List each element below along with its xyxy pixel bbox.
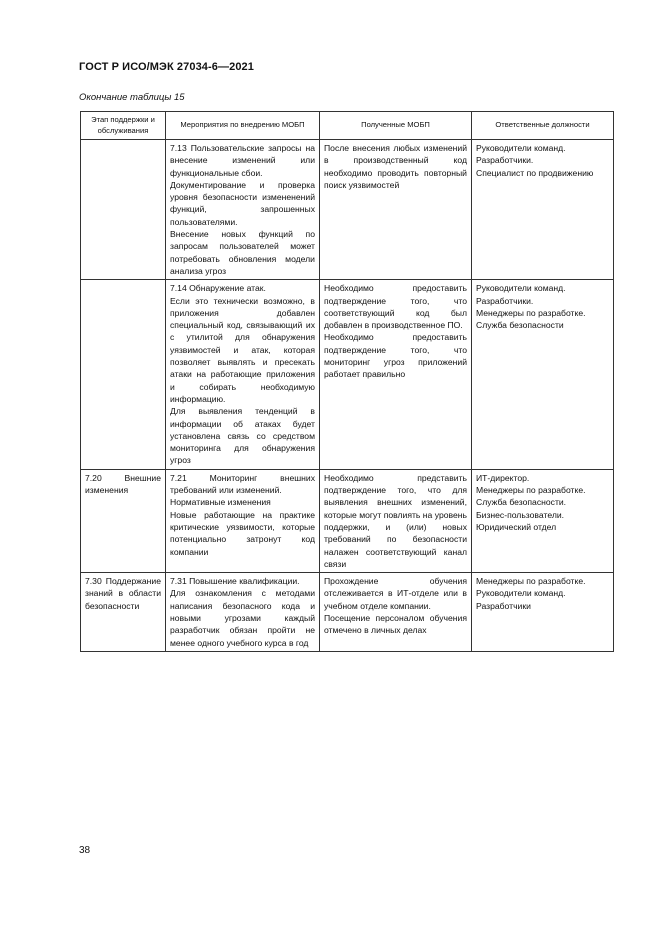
role-text: Бизнес-пользователи. [476,509,565,520]
column-header-stage: Этап поддержки и обслуживания [81,112,166,140]
table-header-row [81,112,614,140]
activity-text: Для выявления тенденций в информации об атаках будет установлена связь со средством мониторинга для обнаружения угроз [170,406,315,466]
role-text: Менеджеры по разработке. [476,576,586,587]
table-row [81,140,614,280]
stage-cell: 7.30 Поддержание знаний в области безопасности [81,573,166,652]
table-row [81,469,614,572]
results-cell [320,140,472,280]
results-cell [320,469,472,572]
result-text: После внесения любых изменений в производственный код необходимо проводить повторный поиск уязвимостей [324,143,467,190]
role-text: Разработчики. [476,295,534,306]
role-text: Разработчики [476,600,531,611]
result-text: Необходимо предоставить подтверждение того, что мониторинг угроз приложений работает правильно [324,332,467,380]
role-text: Руководители команд. [476,283,566,294]
results-cell [320,280,472,469]
page-number: 38 [79,845,91,856]
roles-cell [472,469,614,572]
activities-cell [166,280,320,469]
column-header-roles: Ответственные должности [472,112,614,140]
table-15 [80,111,614,652]
activity-text: 7.31 Повышение квалификации. [170,576,300,587]
activity-text: Новые работающие на практике критические уязвимости, которые потенциально затронут код компании [170,509,315,557]
table-caption: Окончание таблицы 15 [79,92,185,103]
activity-text: Нормативные изменения [170,497,271,508]
role-text: Служба безопасности [476,320,564,331]
column-header-results: Полученные МОБП [320,112,472,140]
role-text: Специалист по продвижению [476,167,594,178]
activities-cell [166,140,320,280]
result-text: Необходимо представить подтверждение того, что для выявления внешних изменений, которые могут повлиять на уровень поддержки, и (или) новых требований по безопасности налажен соответствующий канал связи [324,472,467,569]
role-text: Разработчики. [476,155,534,166]
stage-cell [81,280,166,469]
roles-cell [472,573,614,652]
role-text: Руководители команд. [476,143,566,153]
role-text: Юридический отдел [476,521,557,532]
activities-cell [166,469,320,572]
stage-cell: 7.20 Внешние изменения [81,469,166,572]
role-text: ИТ-директор. [476,472,530,483]
role-text: Руководители команд. [476,588,566,599]
roles-cell [472,280,614,469]
activity-text: 7.21 Мониторинг внешних требований или изменений. [170,472,315,496]
table-row [81,280,614,469]
activity-text: Внесение новых функций по запросам пользователей может потребовать обновления модели анализа угроз [170,229,315,276]
stage-cell [81,140,166,280]
results-cell [320,573,472,652]
column-header-activities: Мероприятия по внедрению МОБП [166,112,320,140]
document-header: ГОСТ Р ИСО/МЭК 27034-6—2021 [79,61,254,73]
activity-text: 7.13 Пользовательские запросы на внесение изменений или функциональные сбои. [170,143,315,178]
result-text: Посещение персоналом обучения отмечено в личных делах [324,612,467,636]
activity-text: Документирование и проверка уровня безопасности измененений функций, запрошенных пользователями. [170,179,315,227]
table-row [81,573,614,652]
roles-cell [472,140,614,280]
role-text: Менеджеры по разработке. [476,307,586,318]
role-text: Менеджеры по разработке. [476,485,586,496]
result-text: Прохождение обучения отслеживается в ИТ-отделе или в учебном отделе компании. [324,576,467,611]
activity-text: 7.14 Обнаружение атак. [170,283,266,294]
result-text: Необходимо предоставить подтверждение того, что соответствующий код был добавлен в производственное ПО. [324,283,467,331]
activities-cell [166,573,320,652]
activity-text: Для ознакомления с методами написания безопасного кода и новыми угрозами каждый разработчик обязан пройти не менее одного учебного курса в год [170,588,315,648]
activity-text: Если это технически возможно, в приложения добавлен специальный код, связывающий их с утилитой для обнаружения уязвимостей и атак, которая позволяет выявлять и пресекать атаки на работающие приложения и собирать необходимую информацию. [170,295,315,404]
role-text: Служба безопасности. [476,497,567,508]
